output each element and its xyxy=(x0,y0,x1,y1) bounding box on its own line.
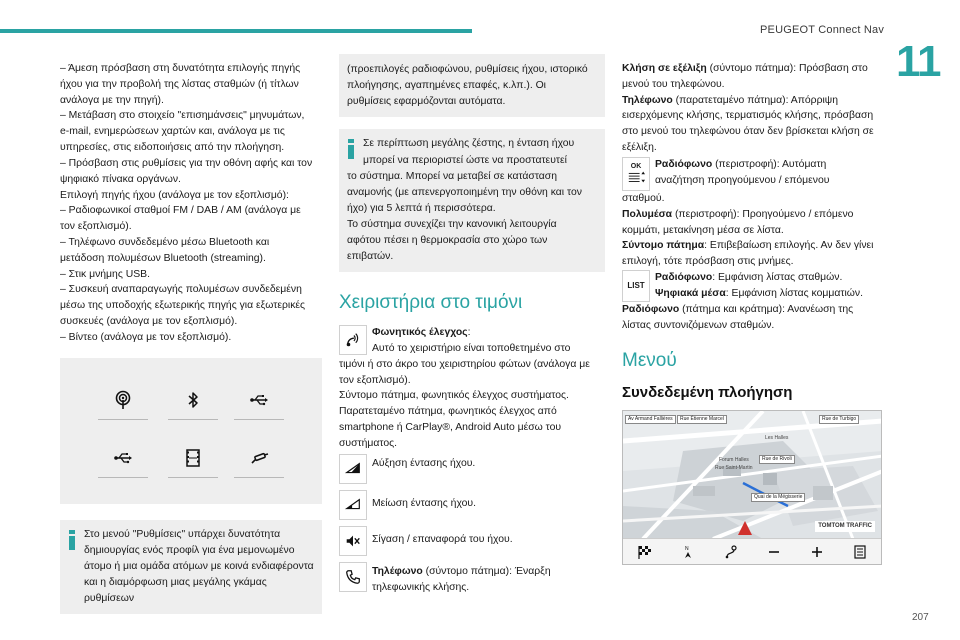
text-line: στο μενού του τηλεφώνου όταν δεν βρίσκεται κλήση σε xyxy=(622,126,874,138)
text-line: – Ραδιοφωνικοί σταθμοί FM / DAB / AM (ανάλογα με xyxy=(60,205,301,217)
menus-title: Μενού xyxy=(622,349,677,371)
text-line: αναζήτηση προηγούμενου / επόμενου xyxy=(655,174,830,186)
bluetooth-icon xyxy=(168,382,218,418)
map-street-label: Rue Étienne Marcel xyxy=(677,415,727,424)
radio-rotate-desc: (περιστροφή): Αυτόματη xyxy=(712,158,827,170)
text-line: κομμάτι, μετακίνηση μέσα σε λίστα. xyxy=(622,224,784,236)
volume-down-text: Μείωση έντασης ήχου. xyxy=(372,497,476,509)
voice-command-icon xyxy=(339,325,367,355)
text-line: – Πρόσβαση στις ρυθμίσεις για την οθόνη αφής και τον xyxy=(60,157,313,169)
header-accent-bar xyxy=(0,29,472,33)
box-line: (προεπιλογές ραδιοφώνου, ρυθμίσεις ήχου, ιστορικό xyxy=(347,64,588,75)
text-line: – Τηλέφωνο συνδεδεμένο μέσω Bluetooth και xyxy=(60,236,270,248)
header-title: PEUGEOT Connect Nav xyxy=(760,24,885,36)
box-line: ρυθμίσεις εφαρμόζονται αυτόματα. xyxy=(347,95,506,107)
text-line: ψηφιακό πίνακα οργάνων. xyxy=(60,173,181,185)
route-icon[interactable] xyxy=(723,544,739,560)
mute-row xyxy=(339,526,605,556)
list-radio-title: Ραδιόφωνο xyxy=(655,271,713,283)
info-line: Σε περίπτωση μεγάλης ζέστης, η ένταση ήχου xyxy=(363,138,575,150)
text-line: ανάλογα με την πηγή). xyxy=(60,94,164,106)
volume-down-icon xyxy=(339,490,367,520)
map-place-label: Les Halles xyxy=(765,435,789,442)
phone-icon xyxy=(339,562,367,592)
info-line: επιβατών. xyxy=(347,251,394,263)
call-in-progress-title: Κλήση σε εξέλιξη xyxy=(622,63,707,74)
info-line: και η διαμόρφωση μιας μεγάλης γκάμας ρυθμίσεων xyxy=(84,577,267,605)
heat-info-box xyxy=(339,129,605,272)
phone-desc: (σύντομο πάτημα): Έναρξη xyxy=(422,565,551,577)
info-icon xyxy=(68,530,76,550)
map-street-label: Rue de Rivoli xyxy=(759,455,795,464)
text-line: smartphone ή CarPlay®, Android Auto μέσω του xyxy=(339,422,562,434)
phone-long-desc: (παρατεταμένο πάτημα): Απόρριψη xyxy=(672,94,838,106)
text-line: τιμόνι ή στο άκρο του χειριστηρίου φώτων (ανάλογα με xyxy=(339,358,590,370)
map-street-label: Quai de la Mégisserie xyxy=(751,493,805,502)
text-line: Επιλογή πηγής ήχου (ανάλογα με τον εξοπλισμό): xyxy=(60,189,289,201)
map-street-label: Rue de Turbigo xyxy=(819,415,859,424)
radio-icon xyxy=(98,382,148,418)
text-line: συστήματος. xyxy=(339,437,398,449)
column-1 xyxy=(60,61,322,614)
info-line: μπορεί να περιοριστεί ώστε να προστατευτεί xyxy=(363,154,567,166)
volume-up-text: Αύξηση έντασης ήχου. xyxy=(372,457,476,469)
phone-long-title: Τηλέφωνο xyxy=(622,94,673,106)
multimedia-title: Πολυμέσα xyxy=(622,208,673,220)
zoom-in-icon[interactable] xyxy=(809,544,825,560)
finish-flag-icon[interactable] xyxy=(637,544,653,560)
page-number: 207 xyxy=(912,612,929,623)
info-line: αναμονής (με απενεργοποιημένη την οθόνη και τον xyxy=(347,186,582,198)
multimedia-desc: (περιστροφή): Προηγούμενο / επόμενο xyxy=(672,208,854,220)
radio-hold-title: Ραδιόφωνο xyxy=(622,303,680,315)
box-line: πλοήγησης, αγαπημένες επαφές, κ.λπ.). Οι xyxy=(347,79,546,91)
radio-hold-desc: (πάτημα και κράτημα): Ανανέωση της xyxy=(679,303,854,315)
connected-navigation-title: Συνδεδεμένη πλοήγηση xyxy=(622,384,793,402)
phone-row xyxy=(339,562,605,596)
text-line: ήχου για την προβολή της λίστας σταθμών (ή τίτλων xyxy=(60,78,299,90)
info-icon xyxy=(347,139,355,159)
usb-icon xyxy=(234,382,284,418)
map-place-label: Forum Halles xyxy=(719,457,749,464)
ok-wheel-row xyxy=(622,157,890,191)
chapter-number: 11 xyxy=(896,37,941,86)
voice-control-title: Φωνητικός έλεγχος xyxy=(372,327,468,339)
list-button-row xyxy=(622,270,890,302)
list-label: LIST xyxy=(627,280,645,290)
text-line: τον εξοπλισμό). xyxy=(339,374,411,386)
text-line: υπηρεσίες, στις ειδοποιήσεις από την πλοήγηση. xyxy=(60,142,285,154)
text-line: μέσω της υποδοχής εξωτερικής πηγής για εξωτερικές xyxy=(60,300,306,312)
compass-icon[interactable] xyxy=(680,544,696,560)
text-line: Σύντομο πάτημα, φωνητικός έλεγχος συστήματος. xyxy=(339,390,569,402)
column-3 xyxy=(622,61,890,565)
column-2 xyxy=(339,54,605,595)
volume-down-row xyxy=(339,490,605,520)
list-button-icon xyxy=(622,270,650,302)
radio-rotate-title: Ραδιόφωνο xyxy=(655,158,713,170)
call-desc: (σύντομο πάτημα): Πρόσβαση στο xyxy=(706,63,868,74)
text-line: επιλογή, τότε πρόσβαση στις μνήμες. xyxy=(622,256,794,268)
text-line: τηλεφωνικής κλήσης. xyxy=(372,581,470,593)
text-line: – Συσκευή αναπαραγωγής πολυμέσων συνδεδεμένη xyxy=(60,284,302,296)
text-line: μετάδοση πολυμέσων Bluetooth (streaming). xyxy=(60,252,266,264)
list-radio-desc: : Εμφάνιση λίστας σταθμών. xyxy=(712,271,843,283)
map-place-label: Rue Saint-Martin xyxy=(715,465,753,472)
text-line: Παρατεταμένο πάτημα, φωνητικός έλεγχος από xyxy=(339,406,557,418)
steering-controls-title: Χειριστήρια στο τιμόνι xyxy=(339,292,523,314)
text-line: – Άμεση πρόσβαση στη δυνατότητα επιλογής πηγής xyxy=(60,63,301,74)
text-line: – Μετάβαση στο στοιχείο "επισημάνσεις" μηνυμάτων, xyxy=(60,110,305,122)
volume-up-icon xyxy=(339,454,367,484)
text-line: – Στικ μνήμης USB. xyxy=(60,268,150,280)
phone-title: Τηλέφωνο xyxy=(372,565,423,577)
svg-text:N: N xyxy=(684,545,689,552)
info-line: Το σύστημα συνεχίζει την κανονική λειτουργία xyxy=(347,219,557,231)
mute-text: Σίγαση / επαναφορά του ήχου. xyxy=(372,533,513,545)
text-line: – Βίντεο (ανάλογα με τον εξοπλισμό). xyxy=(60,331,232,343)
tomtom-traffic-badge: TOMTOM TRAFFIC xyxy=(815,521,875,532)
video-icon xyxy=(168,440,218,476)
short-press-title: Σύντομο πάτημα xyxy=(622,240,705,252)
info-line: ήχο) για 5 λεπτά ή περισσότερα. xyxy=(347,202,496,214)
text-line: τον εξοπλισμό). xyxy=(60,221,132,233)
text-line: εξέλιξη. xyxy=(622,142,657,154)
info-line: άτομο ή μια ομάδα ατόμων με κοινά ενδιαφέροντα xyxy=(84,560,314,572)
zoom-out-icon[interactable] xyxy=(766,544,782,560)
ok-label: OK xyxy=(630,163,642,171)
info-line: δημιουργίας ενός προφίλ για ένα μεμονωμένο xyxy=(84,544,295,556)
info-line: το σύστημα. Μπορεί να μεταβεί σε κατάσταση xyxy=(347,170,557,182)
text-line: συσκευές (ανάλογα με τον εξοπλισμό). xyxy=(60,316,238,327)
navigation-map-screenshot xyxy=(622,410,882,565)
usb-icon xyxy=(98,440,148,476)
volume-up-row xyxy=(339,454,605,484)
voice-control-row: Φωνητικός έλεγχος: Αυτό το χειριστήριο είναι τοποθετημένο στο xyxy=(339,325,605,357)
map-menu-icon[interactable] xyxy=(852,544,868,560)
map-street-label: Av Armand Fallières xyxy=(625,415,676,424)
source-icons-grid xyxy=(60,358,322,504)
ok-wheel-icon xyxy=(622,157,650,191)
list-media-title: Ψηφιακά μέσα xyxy=(655,287,726,299)
short-press-desc: : Επιβεβαίωση επιλογής. Αν δεν γίνει xyxy=(704,240,874,252)
text-line: σταθμού. xyxy=(622,192,665,204)
text-line: Αυτό το χειριστήριο είναι τοποθετημένο στο xyxy=(372,343,571,355)
info-line: Στο μενού "Ρυθμίσεις" υπάρχει δυνατότητα xyxy=(84,528,281,540)
intro-text xyxy=(60,61,322,346)
text-line: μενού του τηλεφώνου. xyxy=(622,78,725,90)
list-media-desc: : Εμφάνιση λίστας κομματιών. xyxy=(725,287,863,299)
text-line: λίστας συντονιζόμενων σταθμών. xyxy=(622,319,775,331)
map-control-bar xyxy=(623,538,881,564)
settings-continued-box xyxy=(339,54,605,117)
text-line: εισερχόμενης κλήσης, τερματισμός κλήσης, πρόσβαση xyxy=(622,110,874,122)
mute-icon xyxy=(339,526,367,556)
text-line: e-mail, ενημερώσεων χαρτών και, ανάλογα με τις xyxy=(60,126,285,138)
profile-info-box xyxy=(60,520,322,615)
aux-cable-icon xyxy=(234,440,284,476)
info-line: αφότου πέσει η θερμοκρασία στο χώρο των xyxy=(347,235,548,247)
